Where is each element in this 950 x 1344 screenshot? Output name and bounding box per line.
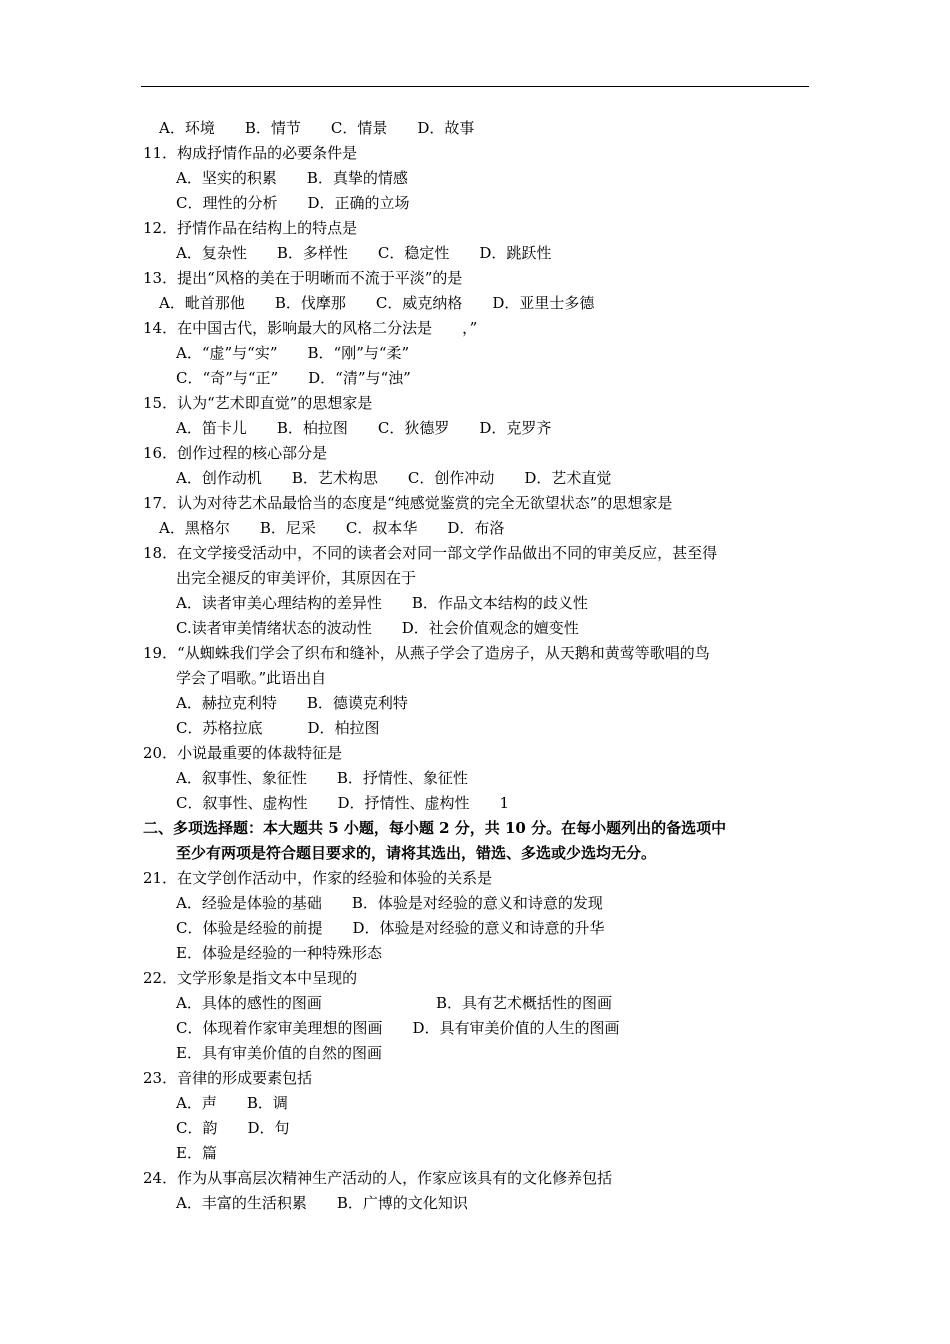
options-q23-row1: A．声 B．调 [176, 1094, 288, 1112]
options-q21-row2: C．体验是经验的前提 D．体验是对经验的意义和诗意的升华 [176, 919, 605, 937]
options-q18-row2: C.读者审美情绪状态的波动性 D．社会价值观念的嬗变性 [176, 619, 579, 637]
question-19-cont: 学会了唱歌。”此语出自 [176, 669, 327, 687]
question-18: 18．在文学接受活动中，不同的读者会对同一部文学作品做出不同的审美反应，甚至得 [143, 544, 718, 562]
question-19: 19．“从蜘蛛我们学会了织布和缝补，从燕子学会了造房子，从天鹅和黄莺等歌唱的鸟 [143, 644, 710, 662]
question-11: 11．构成抒情作品的必要条件是 [143, 144, 358, 162]
question-16: 16．创作过程的核心部分是 [143, 444, 328, 462]
option-q22-a: A．具体的感性的图画 [176, 994, 322, 1012]
options-q20-row1: A．叙事性、象征性 B．抒情性、象征性 [176, 769, 468, 787]
section-two-heading: 二、多项选择题：本大题共 5 小题，每小题 2 分，共 10 分。在每小题列出的备选项中 [143, 819, 727, 837]
question-24: 24．作为从事高层次精神生产活动的人，作家应该具有的文化修养包括 [143, 1169, 613, 1187]
options-q14-row2: C．“奇”与“正” D．“清”与“浊” [176, 369, 411, 387]
header-rule [141, 86, 809, 87]
question-23: 23．音律的形成要素包括 [143, 1069, 313, 1087]
options-q22-row3: E．具有审美价值的自然的图画 [176, 1044, 382, 1062]
options-q15: A．笛卡儿 B．柏拉图 C．狄德罗 D．克罗齐 [176, 419, 552, 437]
question-15: 15．认为“艺术即直觉”的思想家是 [143, 394, 373, 412]
options-q13: A．毗首那他 B．伐摩那 C．威克纳格 D．亚里士多德 [159, 294, 595, 312]
options-q11-row2: C．理性的分析 D．正确的立场 [176, 194, 410, 212]
question-12: 12．抒情作品在结构上的特点是 [143, 219, 358, 237]
options-q17: A．黑格尔 B．尼采 C．叔本华 D．布洛 [159, 519, 505, 537]
options-q14-row1: A．“虚”与“实” B．“刚”与“柔” [176, 344, 410, 362]
options-q23-row2: C．韵 D．句 [176, 1119, 290, 1137]
option-q22-b: B．具有艺术概括性的图画 [436, 994, 613, 1012]
options-q11-row1: A．坚实的积累 B．真挚的情感 [176, 169, 408, 187]
question-13: 13．提出“风格的美在于明晰而不流于平淡”的是 [143, 269, 463, 287]
options-q20-row2: C．叙事性、虚构性 D．抒情性、虚构性 1 [176, 794, 510, 812]
question-18-cont: 出完全褪反的审美评价，其原因在于 [176, 569, 417, 587]
question-17: 17．认为对待艺术品最恰当的态度是“纯感觉鉴赏的完全无欲望状态”的思想家是 [143, 494, 673, 512]
options-q19-row2: C．苏格拉底 D．柏拉图 [176, 719, 380, 737]
options-q21-row1: A．经验是体验的基础 B．体验是对经验的意义和诗意的发现 [176, 894, 603, 912]
question-20: 20．小说最重要的体裁特征是 [143, 744, 343, 762]
question-21: 21．在文学创作活动中，作家的经验和体验的关系是 [143, 869, 493, 887]
options-q22-row2: C．体现着作家审美理想的图画 D．具有审美价值的人生的图画 [176, 1019, 620, 1037]
question-14: 14．在中国古代，影响最大的风格二分法是 ，” [143, 319, 478, 337]
options-q19-row1: A．赫拉克利特 B．德谟克利特 [176, 694, 408, 712]
options-q24-row1: A．丰富的生活积累 B．广博的文化知识 [176, 1194, 468, 1212]
question-22: 22．文学形象是指文本中呈现的 [143, 969, 358, 987]
options-q16: A．创作动机 B．艺术构思 C．创作冲动 D．艺术直觉 [176, 469, 612, 487]
options-q18-row1: A．读者审美心理结构的差异性 B．作品文本结构的歧义性 [176, 594, 588, 612]
section-two-heading-cont: 至少有两项是符合题目要求的，请将其选出，错选、多选或少选均无分。 [176, 844, 657, 862]
options-q21-row3: E．体验是经验的一种特殊形态 [176, 944, 382, 962]
options-q23-row3: E．篇 [176, 1144, 217, 1162]
options-q12: A．复杂性 B．多样性 C．稳定性 D．跳跃性 [176, 244, 552, 262]
options-q10: A．环境 B．情节 C．情景 D．故事 [159, 119, 475, 137]
